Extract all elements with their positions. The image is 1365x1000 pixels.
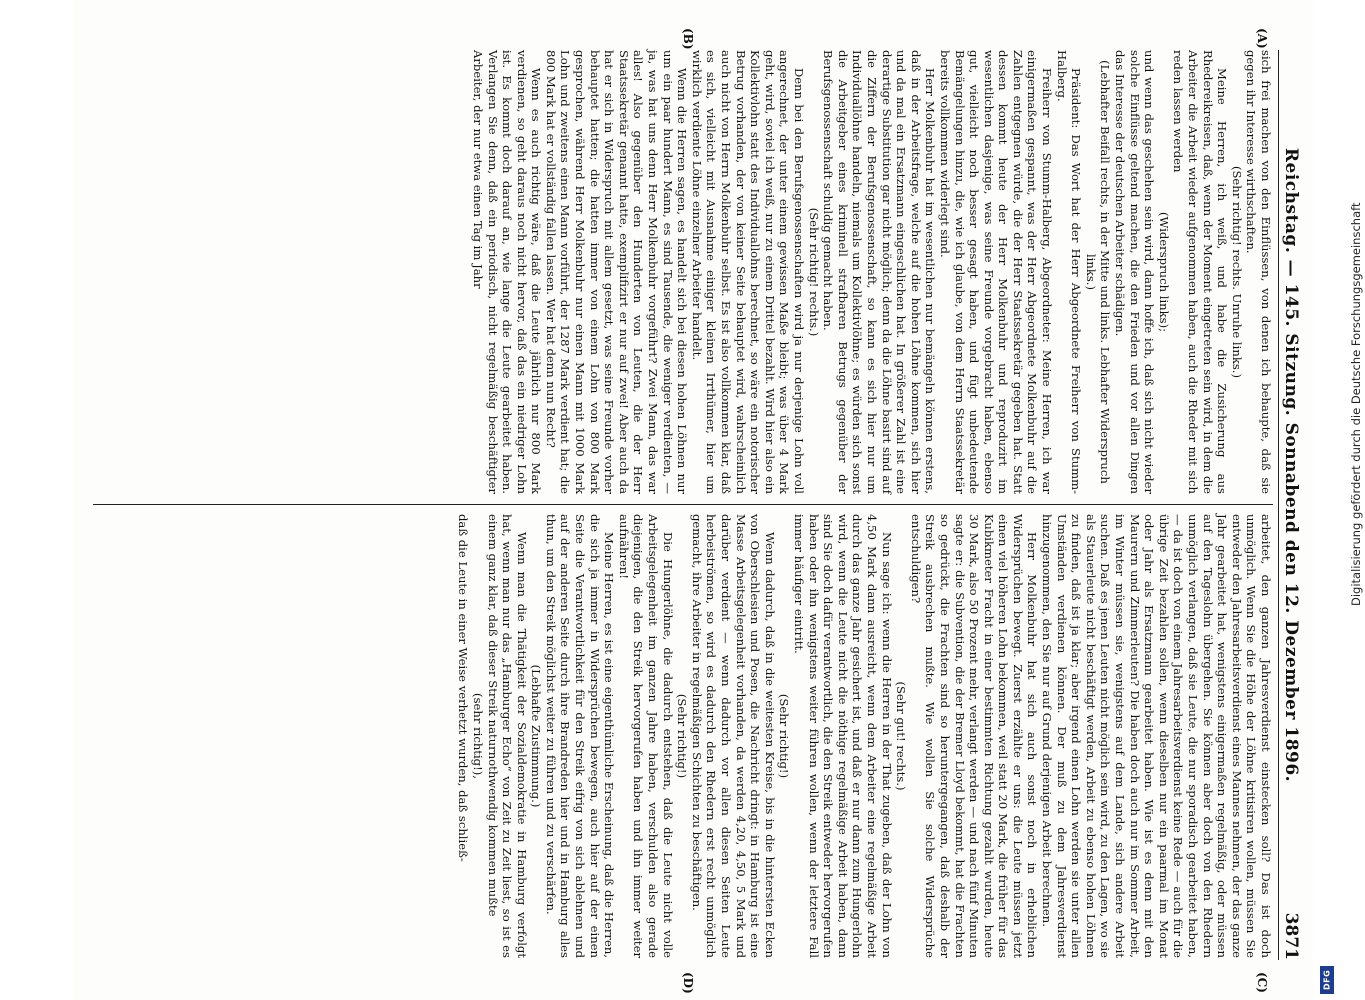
paragraph: Wenn die Herren sagen, es handelt sich bei diesen hohen Löhnen nur um ein paar hundert Mann, es sind Tausende, die weniger verdienten, — ja, was hat uns denn Herr Molkenbuhr vorgeführt? Zwei Mann, das war alles! Also gegenüber den Hunderten von Leuten, die der Herr Staatssekretär genannt hatte, exemplifizirt er nur auf zwei! Aber auch da hat er sich in Widerspruch mit allem gesetzt, was seine Freunde vorher behauptet hatten; die hatten immer von einem Lohn von 800 Mark gesprochen, während Herr Molkenbuhr nur einen Mann mit 1000 Mark Lohn und zweitens einen Mann vorführt, der 1287 Mark verdient hat; die 800 Mark hat er vollständig fallen lassen. Wer hat denn nun Recht? <box>543 50 690 494</box>
right-text-column <box>83 514 1273 958</box>
interjection: (Sehr richtig! rechts. Unruhe links.) <box>1229 165 1244 379</box>
paragraph: Herr Molkenbuhr hat sich auch sonst noch in erheblichen Widersprüchen bewegt. Zuerst erzählte er uns: die Leute müssen jetzt einen viel höheren Lohn bekommen, weil statt 20 Mark, die früher für das Kubikmeter Fracht in einer bestimmten Richtung gezahlt wurden, heute 30 Mark, also 50 Prozent mehr, verlangt werden — und nach fünf Minuten sagte er: die Subvention, die der Bremer Lloyd bekommt, hat die Frachten so gedrückt, die Frachten sind so heruntergegangen, daß deshalb der Streik ausbrechen mußte. Wie wollen Sie solche Widersprüche entschuldigen? <box>908 514 1040 958</box>
header-rule <box>1278 50 1279 960</box>
rotated-scanned-page <box>73 0 1313 1000</box>
digitization-credit: Digitalisierung gefördert durch die Deutsche Forschungsgemeinschaft <box>1349 202 1363 606</box>
interjection: (Lebhafter Beifall rechts, in der Mitte und links. Lebhafter Widerspruch links.) <box>1083 60 1113 484</box>
paragraph: Meine Herren, es ist eine eigenthümliche Erscheinung, daß die Herren, die sich ja immer in Widersprüchen bewegen, auch hier auf der einen Seite die Verantwortlichkeit für den Streik eifrig von sich ablehnen und auf der anderen Seite durch ihre Brandreden hier und in Hamburg alles thun, um den Streik möglichst weiter zu führen und zu verschärfen. <box>543 514 617 958</box>
interjection: (sehr richtig!), <box>470 693 485 779</box>
paragraph: und wenn das geschehen sein wird, dann hoffe ich, daß sich nicht wieder solche Einflüsse geltend machen, die den Frieden und vor allen Dingen das Interesse der deutschen Arbeiter schädigen. <box>1113 50 1157 494</box>
margin-marker-b: (B) <box>681 28 695 50</box>
interjection: (Sehr richtig!) <box>777 693 792 779</box>
paragraph: arbeitet, den ganzen Jahresverdienst einstecken soll? Das ist doch unmöglich. Wenn Sie die Höhe der Löhne kritisiren wollen, müssen Sie entweder den Jahresarbeitsverdienst eines Mannes nehmen, der das ganze Jahr gearbeitet hat, wenigstens einigermaßen regelmäßig, oder müssen auf den Tageslohn übergehen. Sie können aber doch von den Rhedern unmöglich verlangen, daß sie Leute, die nur sporadisch gearbeitet haben, — da ist doch von einem Jahresarbeitsverdienst keine Rede — auch für die übrige Zeit bezahlen sollen, wenn dieselben nur ein paarmal im Monat oder Jahr als Ersatzmann gearbeitet haben. Wie ist es denn mit den Maurern und Zimmerleuten? Die haben doch auch nur im Sommer Arbeit, im Winter müssen sie, wenigstens auf dem Lande, sich andere Arbeit suchen. Daß es jenen Leuten nicht möglich sein wird, zu den Lagen, wo sie als Stauerleute nicht beschäftigt werden, Arbeit zu ebenso hohen Löhnen zu finden, daß ist ja klar; aber irgend einen Lohn werden sie unter allen Umständen verdienen können. Der muß zu dem Jahresverdienst hinzugenommen, den Sie nur auf Grund derjenigen Arbeit berechnen. <box>1040 514 1273 958</box>
interjection: (Lebhafte Zustimmung.) <box>529 664 544 808</box>
left-text-column <box>83 50 1273 494</box>
paragraph: sich frei machen von den Einflüssen, von denen ich behaupte, daß sie gegen ihr Interesse wirthschaften. <box>1244 50 1273 494</box>
margin-marker-a: (A) <box>1255 28 1269 49</box>
digitization-sidebar <box>1317 0 1363 1000</box>
paragraph: Herr Molkenbuhr hat im wesentlichen nur bemängeln können erstens, daß in der Arbeitsfrage, welche auf die hohen Löhne kommen, sich hier und da mal ein Ersatzmann eingeschlichen hat. In größerer Zahl ist eine derartige Substitution gar nicht möglich; denn da die Löhne basirt sind auf die Ziffern der Berufsgenossenschaft, so kann es sich hier nur um Individuallöhne handeln, niemals um Kollektivlöhne; es würden sich sonst die Arbeitgeber eines kriminell strafbaren Betrugs gegenüber der Berufsgenossenschaft schuldig gemacht haben. <box>821 50 938 494</box>
running-title: Reichstag. — 145. Sitzung. Sonnabend den 12. Dezember 1896. <box>1281 147 1301 783</box>
paragraph: daß die Leute in einer Weise verhetzt wurden, daß schließ- <box>456 514 471 862</box>
page-header <box>1281 50 1307 960</box>
paragraph: Wenn man die Thätigkeit der Sozialdemokratie in Hamburg verfolgt hat, wenn man nur das „Hamburger Echo“ von Zeit zu Zeit liest, so ist es einem ganz klar, daß dieser Streik naturnothwendig kommen mußte <box>485 514 529 958</box>
paragraph: Die Hungerlöhne, die dadurch entstehen, daß die Leute nicht volle Arbeitsgelegenheit im ganzen Jahre haben, verschulden also gerade diejenigen, die den Streik hervorgerufen haben und ihn immer weiter aufnähren! <box>616 514 675 958</box>
page-number: 3871 <box>1281 912 1301 960</box>
interjection: (Sehr richtig! rechts.) <box>806 207 821 337</box>
paragraph: Wenn dadurch, daß in die weitesten Kreise, bis in die hintersten Ecken von Oberschlesien und Posen, die Nachricht dringt: in Hamburg ist eine Masse Arbeitsgelegenheit vorhanden, da werden 4,20, 4,50, 5 Mark und darüber verdient — wenn dadurch vor allen diesen Seiten Leute herbeiströmen, so wird es dadurch den Rhedern erst recht unmöglich gemacht, ihre Arbeiter in regelmäßigen Schichten zu beschäftigen. <box>689 514 777 958</box>
interjection: (Widerspruch links); <box>1156 211 1171 333</box>
dfg-logo-icon: DFG <box>1320 966 1334 994</box>
interjection: (Sehr gut! rechts.) <box>894 681 909 791</box>
paragraph: Meine Herren, ich weiß, und habe die Zusicherung aus Rhedereikreisen, daß, wenn der Moment eingetreten sein wird, in dem die Arbeiter die Arbeit wieder aufgenommen haben, auch die Rheder mit sich reden lassen werden <box>1171 50 1230 494</box>
interjection: (Sehr richtig!) <box>675 693 690 779</box>
paragraph: Wenn es auch richtig wäre, daß die Leute jährlich nur 800 Mark verdienen, so geht daraus noch nicht hervor, daß das ein niedriger Lohn ist. Es kommt doch darauf an, wie lange die Leute gearbeitet haben. Verlangen Sie denn, daß ein periodisch, nicht regelmäßig beschäftigter Arbeiter, der nur etwa einen Tag im Jahr <box>470 50 544 494</box>
speaker-paragraph: Präsident: Das Wort hat der Herr Abgeordnete Freiherr von Stumm-Halberg. <box>1054 50 1084 494</box>
paragraph: Denn bei den Berufsgenossenschaften wird ja nur derjenige Lohn voll angerechnet, der unter einem gewissen Maße bleibt; was über 4 Mark geht, wird, soviel ich weiß, nur zu einem Drittel bezahlt. Wird hier also ein Kollektivlohn statt des Individuallohns berechnet, so wäre ein notorischer Betrug vorhanden, der von keiner Seite behauptet wird, wahrscheinlich auch nicht von Herrn Molkenbuhr selbst. Es ist also vollkommen klar, daß es sich, vielleicht mit Ausnahme einiger kleinen Irrthümer, hier um wirklich verdiente Löhne einzelner Arbeiter handelt. <box>689 50 806 494</box>
speaker-paragraph: Freiherr von Stumm-Halberg, Abgeordneter: Meine Herren, ich war einigermaßen gespannt, was der Herr Abgeordnete Molkenbuhr auf die Zahlen entgegnen würde, die der Herr Staatssekretär gegeben hat. Statt dessen kommt heute der Herr Molkenbuhr und reproduzirt im wesentlichen dasjenige, was seine Freunde vorgebracht haben, ebenso gut, vielleicht noch besser gesagt haben, und fügt unbedeutende Bemängelungen hinzu, die, wie ich glaube, von dem Herrn Staatssekretär bereits vollkommen widerlegt sind. <box>937 50 1055 494</box>
margin-marker-d: (D) <box>681 972 695 994</box>
column-divider <box>93 504 1273 505</box>
paragraph: Nun sage ich: wenn die Herren in der That zugeben, daß der Lohn von 4,50 Mark dann ausreicht, wenn dem Arbeiter eine regelmäßige Arbeit durch das ganze Jahr gesichert ist, und daß er nur dann zum Hungerlohn wird, wenn die Leute nicht die nöthige regelmäßige Arbeit haben, dann sind Sie doch dafür verantwortlich, die den Streik entweder hervorgerufen haben oder ihn wenigstens weiter führen wollen, wenn der letztere Fall immer häufiger eintritt. <box>792 514 894 958</box>
margin-marker-c: (C) <box>1255 972 1269 993</box>
